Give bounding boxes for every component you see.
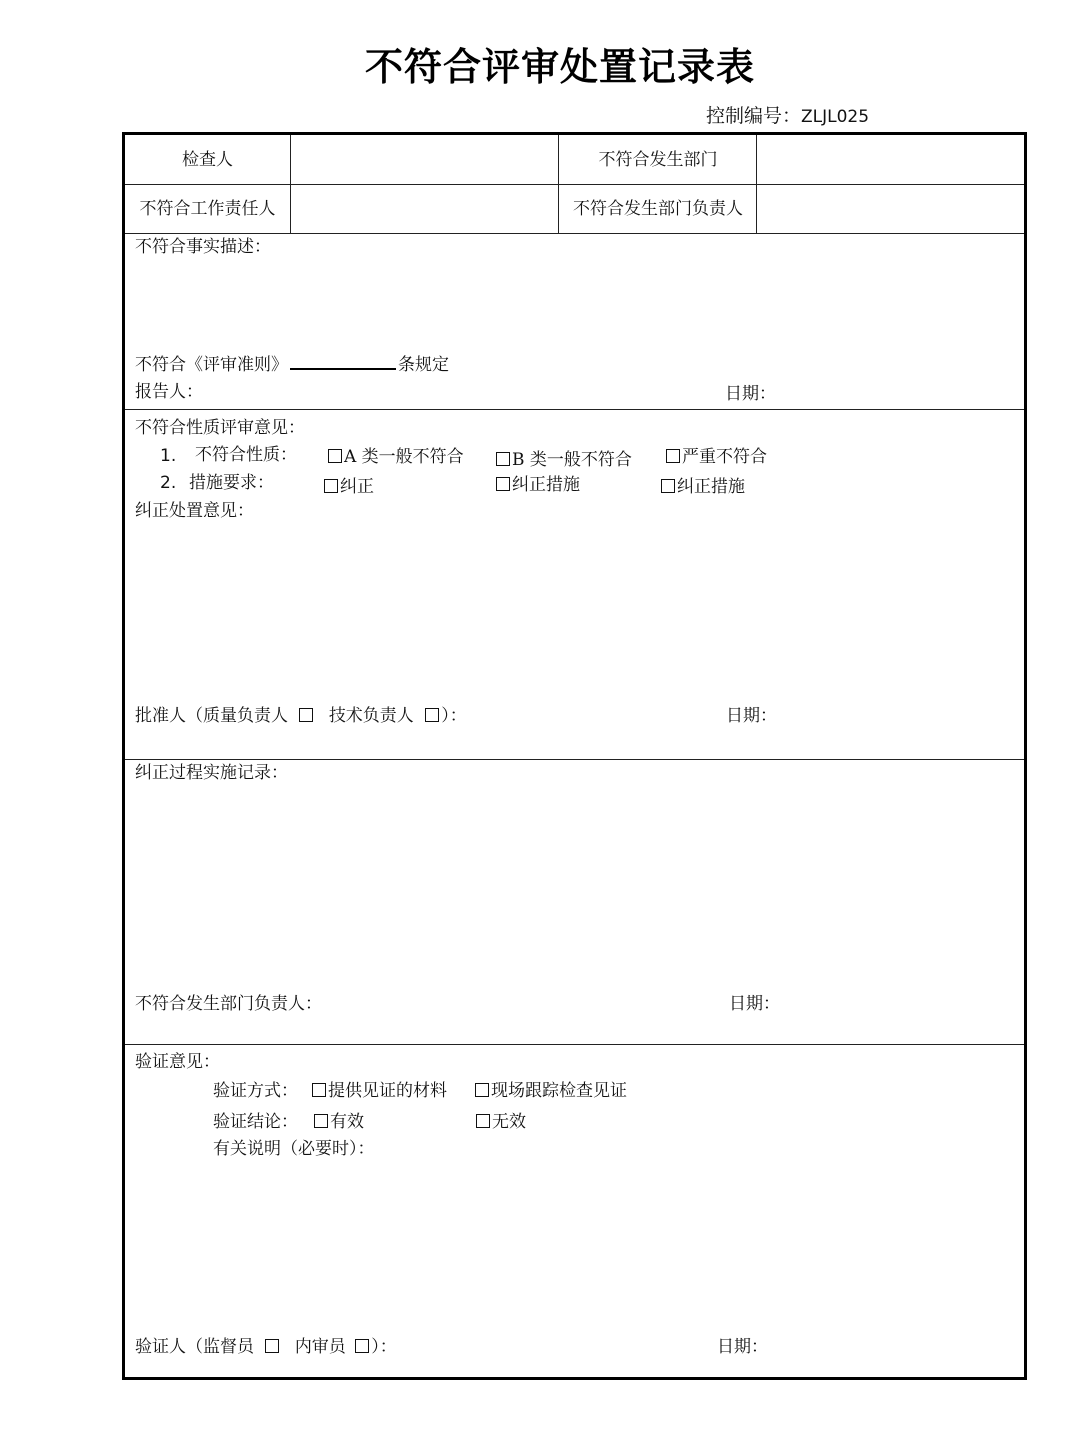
checkbox-icon[interactable] [496,477,510,491]
page-title: 不符合评审处置记录表 [364,45,755,89]
review-date-label: 日期： [726,706,777,726]
verify-heading: 验证意见： [135,1052,220,1072]
opinion-heading: 纠正处置意见： [135,501,254,521]
section-divider [125,759,1024,760]
checkbox-icon[interactable] [328,449,342,463]
verify-method-onsite[interactable]: 现场跟踪检查见证 [475,1080,627,1102]
rule-line [135,354,449,376]
rule-suffix: 条规定 [398,355,449,375]
checkbox-icon[interactable] [475,1083,489,1097]
responsible-label: 不符合工作责任人 [139,199,276,219]
quality-head-checkbox[interactable] [299,708,313,722]
checkbox-icon[interactable] [496,452,510,466]
measure-option-correction[interactable]: 纠正 [324,476,374,498]
review-heading: 不符合性质评审意见： [135,418,305,438]
column-divider [290,135,291,233]
checkbox-icon[interactable] [476,1114,490,1128]
control-number [706,101,869,128]
section-divider [125,409,1024,410]
verify-method-materials[interactable]: 提供见证的材料 [312,1080,447,1102]
nature-option-serious[interactable]: 严重不符合 [666,446,767,468]
checkbox-icon[interactable] [666,449,680,463]
measure-option-corrective-action-2[interactable]: 纠正措施 [661,476,745,498]
reporter-label: 报告人： [135,382,203,402]
dept-label: 不符合发生部门 [598,150,718,170]
checkbox-icon[interactable] [314,1114,328,1128]
section-divider [125,1044,1024,1045]
internal-auditor-checkbox[interactable] [355,1339,369,1353]
verifier-line: 验证人（监督员 内审员 ）： [135,1337,397,1357]
supervisor-checkbox[interactable] [265,1339,279,1353]
checkbox-icon[interactable] [312,1083,326,1097]
dept-head-field[interactable] [758,186,1020,232]
nature-item-no: 1. [160,446,177,466]
record-form [122,132,1027,1380]
rule-clause-blank[interactable] [290,354,396,370]
verify-date-label: 日期： [717,1337,768,1357]
fact-heading: 不符合事实描述： [135,237,271,257]
checkbox-icon[interactable] [324,479,338,493]
column-divider [558,135,559,233]
process-heading: 纠正过程实施记录： [135,763,288,783]
inspector-field[interactable] [292,136,556,182]
verify-result-label: 验证结论： [213,1112,298,1132]
measure-label: 措施要求： [189,473,274,493]
process-date-label: 日期： [729,994,780,1014]
process-signer-label: 不符合发生部门负责人： [135,994,322,1014]
checkbox-icon[interactable] [661,479,675,493]
tech-head-checkbox[interactable] [425,708,439,722]
control-number-label: 控制编号： [706,105,802,127]
nature-label: 不符合性质： [195,445,297,465]
responsible-field[interactable] [292,186,556,232]
rule-prefix: 不符合《评审准则》 [135,355,288,375]
verify-method-label: 验证方式： [213,1081,298,1101]
measure-option-corrective-action[interactable]: 纠正措施 [496,474,580,496]
dept-head-label: 不符合发生部门负责人 [573,199,743,219]
measure-item-no: 2. [160,473,177,493]
verify-note-label: 有关说明（必要时）： [213,1139,375,1159]
control-number-code: ZLJL025 [801,107,870,127]
fact-date-label: 日期： [725,384,776,404]
dept-field[interactable] [758,136,1020,182]
verify-result-valid[interactable]: 有效 [314,1111,364,1133]
verify-result-invalid[interactable]: 无效 [476,1111,526,1133]
nature-option-b[interactable]: B 类一般不符合 [496,449,632,471]
approver-line: 批准人（质量负责人 技术负责人 ）： [135,706,467,726]
column-divider [756,135,757,233]
inspector-label: 检查人 [182,150,233,170]
nature-option-a[interactable]: A 类一般不符合 [328,446,464,468]
